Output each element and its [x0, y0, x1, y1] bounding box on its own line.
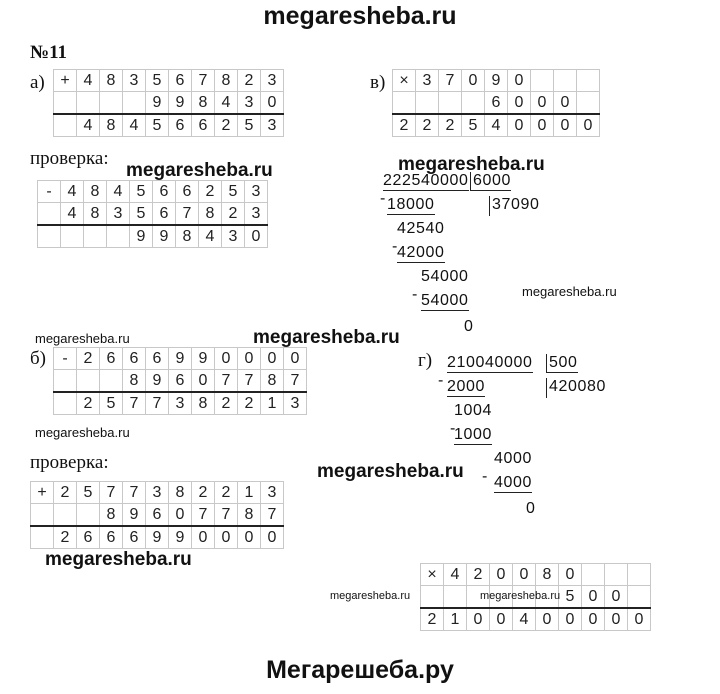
check-label-b: проверка:: [30, 452, 109, 473]
step-g-4: 4000: [494, 450, 532, 467]
digit-cell: 2: [215, 482, 238, 504]
digit-cell: 1: [261, 392, 284, 415]
label-a: а): [30, 72, 45, 93]
digit-cell: 8: [176, 225, 199, 248]
digit-cell: 7: [215, 370, 238, 393]
digit-cell: [77, 92, 100, 115]
digit-cell: [554, 70, 577, 92]
digit-cell: 2: [238, 70, 261, 92]
digit-cell: 6: [153, 181, 176, 203]
grid-row: [421, 564, 651, 586]
grid-row: [38, 181, 268, 203]
digit-cell: 5: [100, 392, 123, 415]
digit-cell: [416, 92, 439, 115]
operator-cell: ×: [393, 70, 416, 92]
grid-a: [53, 69, 284, 137]
digit-cell: 9: [485, 70, 508, 92]
digit-cell: 0: [582, 608, 605, 631]
digit-cell: 4: [61, 203, 84, 226]
digit-cell: 0: [169, 504, 192, 527]
digit-cell: 5: [462, 114, 485, 137]
watermark-1: megaresheba.ru: [126, 160, 273, 181]
digit-cell: 0: [531, 92, 554, 115]
digit-cell: 2: [199, 181, 222, 203]
digit-cell: 6: [169, 370, 192, 393]
digit-cell: [444, 586, 467, 609]
digit-cell: [462, 92, 485, 115]
digit-cell: [100, 92, 123, 115]
digit-cell: 3: [245, 203, 268, 226]
grid-row: [31, 504, 284, 527]
digit-cell: 7: [284, 370, 307, 393]
digit-cell: [100, 370, 123, 393]
watermark-3: megaresheba.ru: [522, 284, 617, 299]
digit-cell: 2: [215, 114, 238, 137]
digit-cell: 0: [605, 608, 628, 631]
step-v-4: 54000: [421, 268, 469, 285]
digit-cell: 6: [77, 526, 100, 549]
digit-cell: [421, 586, 444, 609]
step-v-5: 54000: [421, 292, 469, 309]
digit-cell: 2: [54, 526, 77, 549]
grid-row: [54, 70, 284, 92]
digit-cell: [38, 203, 61, 226]
watermark-8: megaresheba.ru: [45, 549, 192, 570]
digit-cell: 3: [222, 225, 245, 248]
digit-cell: 0: [261, 526, 284, 549]
grid-b: [53, 347, 307, 415]
digit-cell: 4: [513, 608, 536, 631]
digit-cell: 2: [215, 392, 238, 415]
digit-cell: 0: [462, 70, 485, 92]
digit-cell: 8: [199, 203, 222, 226]
digit-cell: 2: [192, 482, 215, 504]
digit-cell: 8: [169, 482, 192, 504]
operator-cell: -: [54, 348, 77, 370]
digit-cell: 3: [245, 181, 268, 203]
digit-cell: 3: [261, 70, 284, 92]
digit-cell: [31, 526, 54, 549]
digit-cell: 3: [107, 203, 130, 226]
digit-cell: 3: [123, 70, 146, 92]
dividend-v: 222540000: [383, 172, 469, 189]
watermark-2: megaresheba.ru: [398, 154, 545, 175]
minus-sign: -: [482, 468, 488, 485]
grid-row: [54, 348, 307, 370]
step-v-3: 42000: [397, 244, 445, 261]
operator-cell: +: [54, 70, 77, 92]
digit-cell: 2: [54, 482, 77, 504]
digit-cell: 8: [123, 370, 146, 393]
digit-cell: 0: [192, 370, 215, 393]
digit-cell: [577, 70, 600, 92]
digit-cell: 0: [508, 92, 531, 115]
digit-cell: 3: [146, 482, 169, 504]
digit-cell: 7: [123, 482, 146, 504]
step-v-1: 18000: [387, 196, 435, 213]
grid-b-check: [30, 481, 284, 549]
digit-cell: 5: [559, 586, 582, 609]
digit-cell: 7: [123, 392, 146, 415]
watermark-7: megaresheba.ru: [317, 461, 464, 482]
digit-cell: 2: [416, 114, 439, 137]
digit-cell: 6: [485, 92, 508, 115]
digit-cell: 3: [261, 114, 284, 137]
digit-cell: 0: [261, 92, 284, 115]
digit-cell: 2: [439, 114, 462, 137]
digit-cell: 2: [77, 392, 100, 415]
grid-row: [31, 482, 284, 504]
digit-cell: 8: [84, 181, 107, 203]
operator-cell: +: [31, 482, 54, 504]
digit-cell: 9: [192, 348, 215, 370]
digit-cell: [439, 92, 462, 115]
minus-sign: -: [450, 420, 456, 437]
digit-cell: 7: [192, 70, 215, 92]
digit-cell: 0: [582, 586, 605, 609]
grid-row: [54, 92, 284, 115]
digit-cell: 0: [513, 564, 536, 586]
digit-cell: 6: [192, 114, 215, 137]
digit-cell: 0: [238, 348, 261, 370]
grid-row: [421, 608, 651, 631]
grid-row: [31, 526, 284, 549]
digit-cell: 6: [153, 203, 176, 226]
step-g-6: 0: [526, 500, 536, 517]
step-g-5: 4000: [494, 474, 532, 491]
digit-cell: 5: [77, 482, 100, 504]
quotient-v: 37090: [489, 196, 540, 216]
grid-row: [54, 114, 284, 137]
digit-cell: 8: [238, 504, 261, 527]
digit-cell: 6: [146, 348, 169, 370]
digit-cell: [84, 225, 107, 248]
grid-a-check: [37, 180, 268, 248]
grid-row: [393, 92, 600, 115]
digit-cell: 0: [284, 348, 307, 370]
digit-cell: 8: [100, 114, 123, 137]
grid-row: [393, 114, 600, 137]
digit-cell: 3: [169, 392, 192, 415]
digit-cell: [393, 92, 416, 115]
digit-cell: 8: [100, 504, 123, 527]
digit-cell: 9: [130, 225, 153, 248]
digit-cell: 0: [490, 564, 513, 586]
grid-row: [393, 70, 600, 92]
digit-cell: [582, 564, 605, 586]
grid-row: [54, 370, 307, 393]
digit-cell: 6: [169, 114, 192, 137]
digit-cell: 6: [123, 526, 146, 549]
digit-cell: 4: [215, 92, 238, 115]
digit-cell: 8: [192, 392, 215, 415]
task-number: №11: [30, 42, 68, 63]
grid-row: [38, 225, 268, 248]
digit-cell: 9: [123, 504, 146, 527]
step-g-3: 1000: [454, 426, 492, 443]
digit-cell: 8: [192, 92, 215, 115]
digit-cell: 4: [199, 225, 222, 248]
digit-cell: 3: [261, 482, 284, 504]
divisor-g: 500: [546, 354, 578, 373]
step-v-2: 42540: [397, 220, 445, 237]
digit-cell: 3: [284, 392, 307, 415]
digit-cell: 8: [84, 203, 107, 226]
digit-cell: 9: [153, 225, 176, 248]
digit-cell: 0: [577, 114, 600, 137]
digit-cell: 0: [238, 526, 261, 549]
digit-cell: 3: [238, 92, 261, 115]
digit-cell: [54, 392, 77, 415]
digit-cell: 8: [261, 370, 284, 393]
digit-cell: 5: [130, 181, 153, 203]
label-v: в): [370, 72, 386, 93]
digit-cell: 2: [393, 114, 416, 137]
digit-cell: 6: [169, 70, 192, 92]
digit-cell: 7: [215, 504, 238, 527]
digit-cell: 2: [421, 608, 444, 631]
digit-cell: 5: [238, 114, 261, 137]
operator-cell: -: [38, 181, 61, 203]
digit-cell: [107, 225, 130, 248]
step-g-1: 2000: [447, 378, 485, 395]
digit-cell: 9: [146, 92, 169, 115]
digit-cell: [54, 370, 77, 393]
step-g-2: 1004: [454, 402, 492, 419]
dividend-g: 210040000: [447, 354, 533, 371]
digit-cell: 4: [77, 70, 100, 92]
digit-cell: 0: [215, 526, 238, 549]
check-label-a: проверка:: [30, 148, 109, 169]
digit-cell: 9: [146, 370, 169, 393]
digit-cell: [31, 504, 54, 527]
grid-row: [38, 203, 268, 226]
digit-cell: 0: [605, 586, 628, 609]
digit-cell: 2: [77, 348, 100, 370]
digit-cell: 6: [123, 348, 146, 370]
digit-cell: [77, 504, 100, 527]
digit-cell: 0: [554, 92, 577, 115]
digit-cell: 1: [238, 482, 261, 504]
operator-cell: ×: [421, 564, 444, 586]
digit-cell: 2: [238, 392, 261, 415]
digit-cell: 9: [146, 526, 169, 549]
digit-cell: 4: [444, 564, 467, 586]
digit-cell: 7: [176, 203, 199, 226]
digit-cell: [54, 504, 77, 527]
label-g: г): [418, 350, 433, 371]
digit-cell: 6: [146, 504, 169, 527]
digit-cell: 8: [536, 564, 559, 586]
digit-cell: 0: [192, 526, 215, 549]
step-v-6: 0: [464, 318, 474, 335]
digit-cell: [123, 92, 146, 115]
digit-cell: 9: [169, 92, 192, 115]
minus-sign: -: [380, 190, 386, 207]
digit-cell: 1: [444, 608, 467, 631]
digit-cell: [54, 114, 77, 137]
digit-cell: 9: [169, 526, 192, 549]
digit-cell: [531, 70, 554, 92]
digit-cell: 5: [146, 70, 169, 92]
digit-cell: 8: [215, 70, 238, 92]
digit-cell: 9: [169, 348, 192, 370]
digit-cell: 6: [100, 526, 123, 549]
minus-sign: -: [392, 238, 398, 255]
digit-cell: 7: [146, 392, 169, 415]
digit-cell: 2: [467, 564, 490, 586]
digit-cell: 0: [490, 608, 513, 631]
minus-sign: -: [412, 286, 418, 303]
digit-cell: 0: [245, 225, 268, 248]
digit-cell: 4: [123, 114, 146, 137]
digit-cell: 0: [559, 608, 582, 631]
digit-cell: [54, 92, 77, 115]
digit-cell: [38, 225, 61, 248]
digit-cell: 6: [176, 181, 199, 203]
digit-cell: 0: [531, 114, 554, 137]
digit-cell: 5: [130, 203, 153, 226]
digit-cell: 8: [100, 70, 123, 92]
digit-cell: 0: [215, 348, 238, 370]
digit-cell: 0: [508, 114, 531, 137]
watermark-9: megaresheba.ru: [330, 590, 411, 602]
digit-cell: [77, 370, 100, 393]
digit-cell: 5: [146, 114, 169, 137]
grid-row: [54, 392, 307, 415]
digit-cell: 0: [467, 608, 490, 631]
digit-cell: [628, 586, 651, 609]
digit-cell: 4: [61, 181, 84, 203]
site-title: megaresheba.ru: [263, 2, 457, 30]
digit-cell: [61, 225, 84, 248]
watermark-10: megaresheba.ru: [480, 590, 561, 602]
watermark-4: megaresheba.ru: [35, 331, 130, 346]
digit-cell: 6: [100, 348, 123, 370]
digit-cell: 0: [508, 70, 531, 92]
digit-cell: 0: [536, 608, 559, 631]
label-b: б): [30, 348, 46, 369]
digit-cell: 0: [554, 114, 577, 137]
quotient-g: 420080: [546, 378, 606, 398]
digit-cell: 0: [628, 608, 651, 631]
digit-cell: 4: [77, 114, 100, 137]
digit-cell: 5: [222, 181, 245, 203]
digit-cell: 7: [439, 70, 462, 92]
digit-cell: 7: [100, 482, 123, 504]
digit-cell: 7: [261, 504, 284, 527]
digit-cell: [605, 564, 628, 586]
digit-cell: 7: [238, 370, 261, 393]
watermark-6: megaresheba.ru: [35, 425, 130, 440]
digit-cell: 4: [107, 181, 130, 203]
digit-cell: [577, 92, 600, 115]
digit-cell: 4: [485, 114, 508, 137]
digit-cell: 3: [416, 70, 439, 92]
digit-cell: 0: [559, 564, 582, 586]
digit-cell: 2: [222, 203, 245, 226]
digit-cell: [628, 564, 651, 586]
divisor-v: 6000: [470, 172, 511, 191]
digit-cell: 7: [192, 504, 215, 527]
grid-v: [392, 69, 600, 137]
minus-sign: -: [438, 372, 444, 389]
digit-cell: 0: [261, 348, 284, 370]
watermark-5: megaresheba.ru: [253, 327, 400, 348]
footer-title: Мегарешеба.ру: [266, 656, 454, 684]
